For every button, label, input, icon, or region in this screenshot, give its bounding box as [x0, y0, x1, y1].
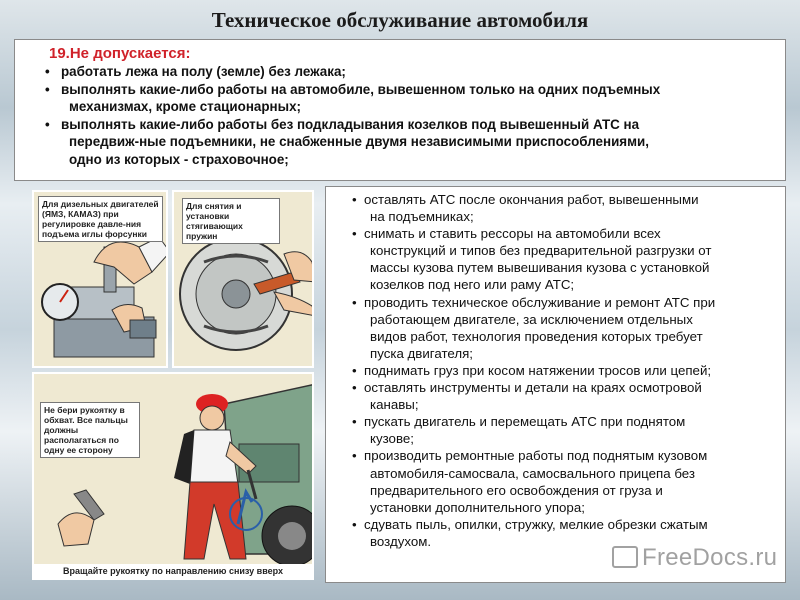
diesel-injector-illustration — [32, 190, 168, 368]
additional-prohibition-item-line: массы кузова путем вывешивания кузова с установкой — [370, 260, 710, 276]
prohibitions-list — [41, 63, 773, 168]
additional-prohibition-item — [354, 447, 779, 515]
handle-caption: Вращайте рукоятку по направлению снизу вверх — [34, 564, 312, 578]
additional-prohibition-item-line: производить ремонтные работы под поднятым кузовом — [364, 448, 708, 464]
additional-prohibition-item — [354, 294, 779, 362]
additional-prohibition-item-line: пускать двигатель и перемещать АТС при поднятом — [364, 414, 686, 430]
additional-prohibition-item-line: проводить техническое обслуживание и ремонт АТС при — [364, 294, 716, 310]
spring-label: Для снятия и установки стягивающих пружин — [182, 198, 280, 244]
additional-prohibition-item-line: конструкций и типов без предварительной разгрузки от — [370, 243, 712, 259]
page-title: Техническое обслуживание автомобиля — [211, 8, 589, 32]
prohibition-item — [41, 81, 773, 116]
additional-prohibition-item-line: снимать и ставить рессоры на автомобили всех — [364, 226, 661, 242]
additional-prohibition-item — [354, 413, 779, 447]
crank-handle-illustration — [32, 372, 314, 580]
prohibition-item-line: механизмах, кроме стационарных; — [69, 99, 301, 114]
additional-prohibition-item-line: воздухом. — [370, 533, 432, 549]
prohibition-item-line: работать лежа на полу (земле) без лежака; — [61, 64, 346, 79]
additional-prohibition-item-line: установки дополнительного упора; — [370, 499, 585, 515]
handle-label: Не бери рукоятку в обхват. Все пальцы должны располагаться по одну ее сторону — [40, 402, 140, 458]
additional-prohibition-item-line: канавы; — [370, 397, 419, 413]
spring-removal-illustration — [172, 190, 314, 368]
additional-prohibition-item-line: автомобиля-самосвала, самосвального прицепа без — [370, 465, 696, 481]
diesel-label: Для дизельных двигателей (ЯМЗ, КАМАЗ) при регулировке давле-ния подъема иглы форсунки — [38, 196, 163, 242]
prohibition-item-line: выполнять какие-либо работы на автомобиле, вывешенном только на одних подъемных — [61, 81, 661, 97]
prohibition-item-line: выполнять какие-либо работы без подкладывания козелков под вывешенный АТС на — [61, 116, 640, 132]
watermark-text: FreeDocs.ru — [642, 544, 778, 571]
additional-prohibition-item-line: оставлять инструменты и детали на краях осмотровой — [364, 380, 702, 396]
prohibition-item — [41, 116, 773, 169]
prohibition-item-line: одно из которых - страховочное; — [69, 151, 289, 167]
prohibition-item — [41, 63, 773, 81]
additional-prohibition-item-line: кузове; — [370, 431, 414, 447]
additional-prohibition-item-line: предварительного его освобождения от груза и — [370, 482, 663, 498]
additional-prohibition-item-line: на подъемниках; — [370, 209, 474, 225]
additional-prohibitions-box — [325, 186, 786, 583]
additional-prohibitions-list — [354, 191, 779, 550]
section-heading: 19.Не допускается: — [49, 45, 191, 62]
additional-prohibition-item-line: работающем двигателе, за исключением отдельных — [370, 311, 693, 327]
additional-prohibition-item — [354, 191, 779, 225]
additional-prohibition-item-line: пуска двигателя; — [370, 345, 474, 361]
watermark-logo-icon — [612, 546, 638, 568]
additional-prohibition-item-line: сдувать пыль, опилки, стружку, мелкие обрезки сжатым — [364, 516, 708, 532]
watermark — [612, 544, 777, 572]
illustrations-column — [32, 190, 314, 580]
additional-prohibition-item-line: поднимать груз при косом натяжении тросов или цепей; — [364, 362, 712, 378]
additional-prohibition-item-line: козелков под него или раму АТС; — [370, 277, 575, 293]
additional-prohibition-item — [354, 379, 779, 413]
additional-prohibition-item — [354, 225, 779, 293]
additional-prohibition-item — [354, 362, 779, 379]
prohibition-item-line: передвиж-ные подъемники, не снабженные двумя независимыми приспособлениями, — [69, 134, 649, 149]
additional-prohibition-item-line: оставлять АТС после окончания работ, вывешенными — [364, 192, 699, 207]
additional-prohibition-item-line: видов работ, технология проведения которых требует — [370, 328, 703, 344]
prohibitions-box — [14, 39, 786, 181]
